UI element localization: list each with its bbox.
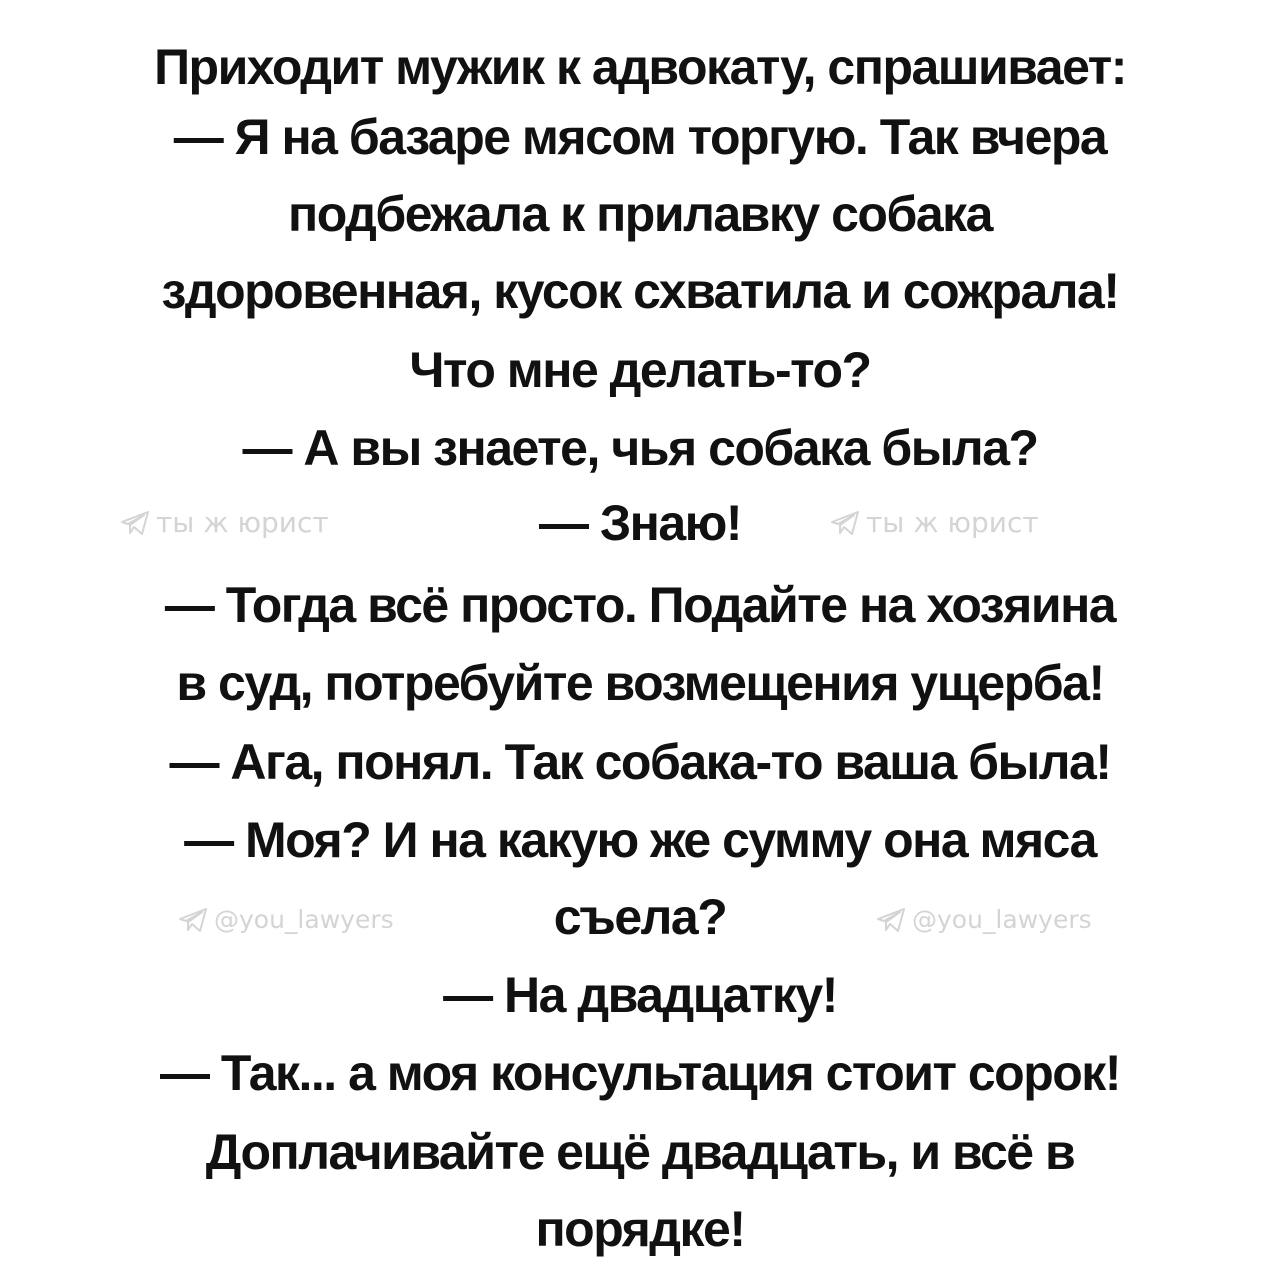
- joke-line: Что мне делать-то?: [409, 342, 871, 398]
- joke-line: — Тогда всё просто. Подайте на хозяина: [164, 577, 1116, 633]
- joke-line: подбежала к прилавку собака: [288, 186, 992, 242]
- joke-line: — Знаю!: [538, 495, 742, 551]
- joke-line: Приходит мужик к адвокату, спрашивает:: [154, 39, 1126, 95]
- joke-line: — А вы знаете, чья собака была?: [242, 420, 1038, 476]
- joke-line: съела?: [553, 889, 727, 945]
- joke-line: порядке!: [535, 1201, 745, 1257]
- joke-line: Доплачивайте ещё двадцать, и всё в: [205, 1124, 1075, 1180]
- watermark-text: ты ж юрист: [156, 506, 329, 539]
- joke-line: — Так... а моя консультация стоит сорок!: [160, 1045, 1120, 1101]
- joke-line: — Ага, понял. Так собака-то ваша была!: [169, 734, 1111, 790]
- watermark-text: @you_lawyers: [912, 905, 1092, 934]
- joke-line: здоровенная, кусок схватила и сожрала!: [161, 263, 1119, 319]
- joke-line: — На двадцатку!: [443, 967, 837, 1023]
- joke-line: в суд, потребуйте возмещения ущерба!: [176, 655, 1104, 711]
- joke-line: — Я на базаре мясом торгую. Так вчера: [173, 109, 1107, 165]
- watermark-text: @you_lawyers: [214, 905, 394, 934]
- joke-line: — Моя? И на какую же сумму она мяса: [184, 812, 1096, 868]
- watermark-text: ты ж юрист: [866, 506, 1039, 539]
